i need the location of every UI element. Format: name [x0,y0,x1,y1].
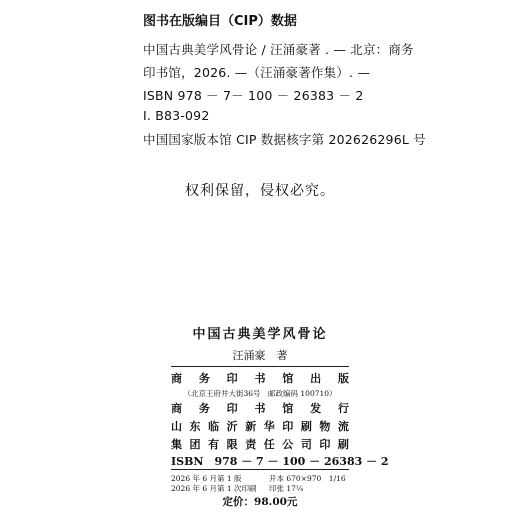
char: 责 [245,438,257,451]
book-author: 汪涌豪 著 [232,349,288,362]
printer-line-1 [171,418,349,434]
char: 团 [189,438,201,451]
char: 务 [198,402,210,415]
distributor-name [171,400,349,416]
char: 流 [337,420,349,433]
divider-bottom [171,469,349,470]
char: 华 [263,420,275,433]
char: 有 [208,438,220,451]
char: 新 [245,420,257,433]
divider-top [171,366,349,367]
cip-line-classification: Ⅰ. B83-092 [143,108,210,123]
edition-row-1 [171,473,349,483]
char: 刷 [300,420,312,433]
char: 发 [310,402,322,415]
printer-line-2 [171,436,349,452]
cip-line-title: 中国古典美学风骨论 / 汪涌豪著 . — 北京：商务 [143,42,414,57]
cip-line-publisher: 印书馆，2026. —（汪涌豪著作集）. — [143,65,371,80]
char: 务 [198,372,210,385]
printing-date: 2026 年 6 月第 1 次印刷 [171,484,257,493]
char: 馆 [282,372,294,385]
char: 书 [254,372,266,385]
cip-line-isbn: ISBN 978 － 7－ 100 － 26383 － 2 [143,88,364,103]
char: 限 [226,438,238,451]
char: 物 [319,420,331,433]
char: 商 [171,372,182,385]
publisher-isbn: ISBN 978 － 7 － 100 － 26383 － 2 [171,455,389,468]
edition-row-2 [171,483,349,493]
cip-heading: 图书在版编目（CIP）数据 [143,14,297,29]
publisher-address: （北京王府井大街36号 邮政编码 100710） [183,389,337,398]
char: 书 [254,402,266,415]
char: 印 [282,420,294,433]
char: 行 [337,402,349,415]
char: 刷 [337,438,349,451]
char: 临 [208,420,220,433]
char: 公 [282,438,294,451]
price: 定价：98.00元 [222,496,298,508]
char: 司 [300,438,312,451]
sheet-count: 印张 17¼ [269,484,304,493]
char: 版 [337,372,349,385]
char: 沂 [226,420,238,433]
cip-line-record-number: 中国国家版本馆 CIP 数据核字第 202626296L 号 [143,132,426,147]
char: 印 [226,372,238,385]
char: 馆 [282,402,294,415]
publisher-name [171,370,349,386]
edition-date: 2026 年 6 月第 1 版 [171,474,242,483]
rights-notice: 权利保留，侵权必究。 [185,183,335,199]
format-size: 开本 670×970 1/16 [269,474,346,483]
char: 商 [171,402,182,415]
char: 印 [226,402,238,415]
char: 东 [189,420,201,433]
char: 山 [171,420,182,433]
char: 印 [319,438,331,451]
char: 出 [310,372,322,385]
char: 集 [171,438,182,451]
book-title: 中国古典美学风骨论 [192,327,328,342]
char: 任 [263,438,275,451]
